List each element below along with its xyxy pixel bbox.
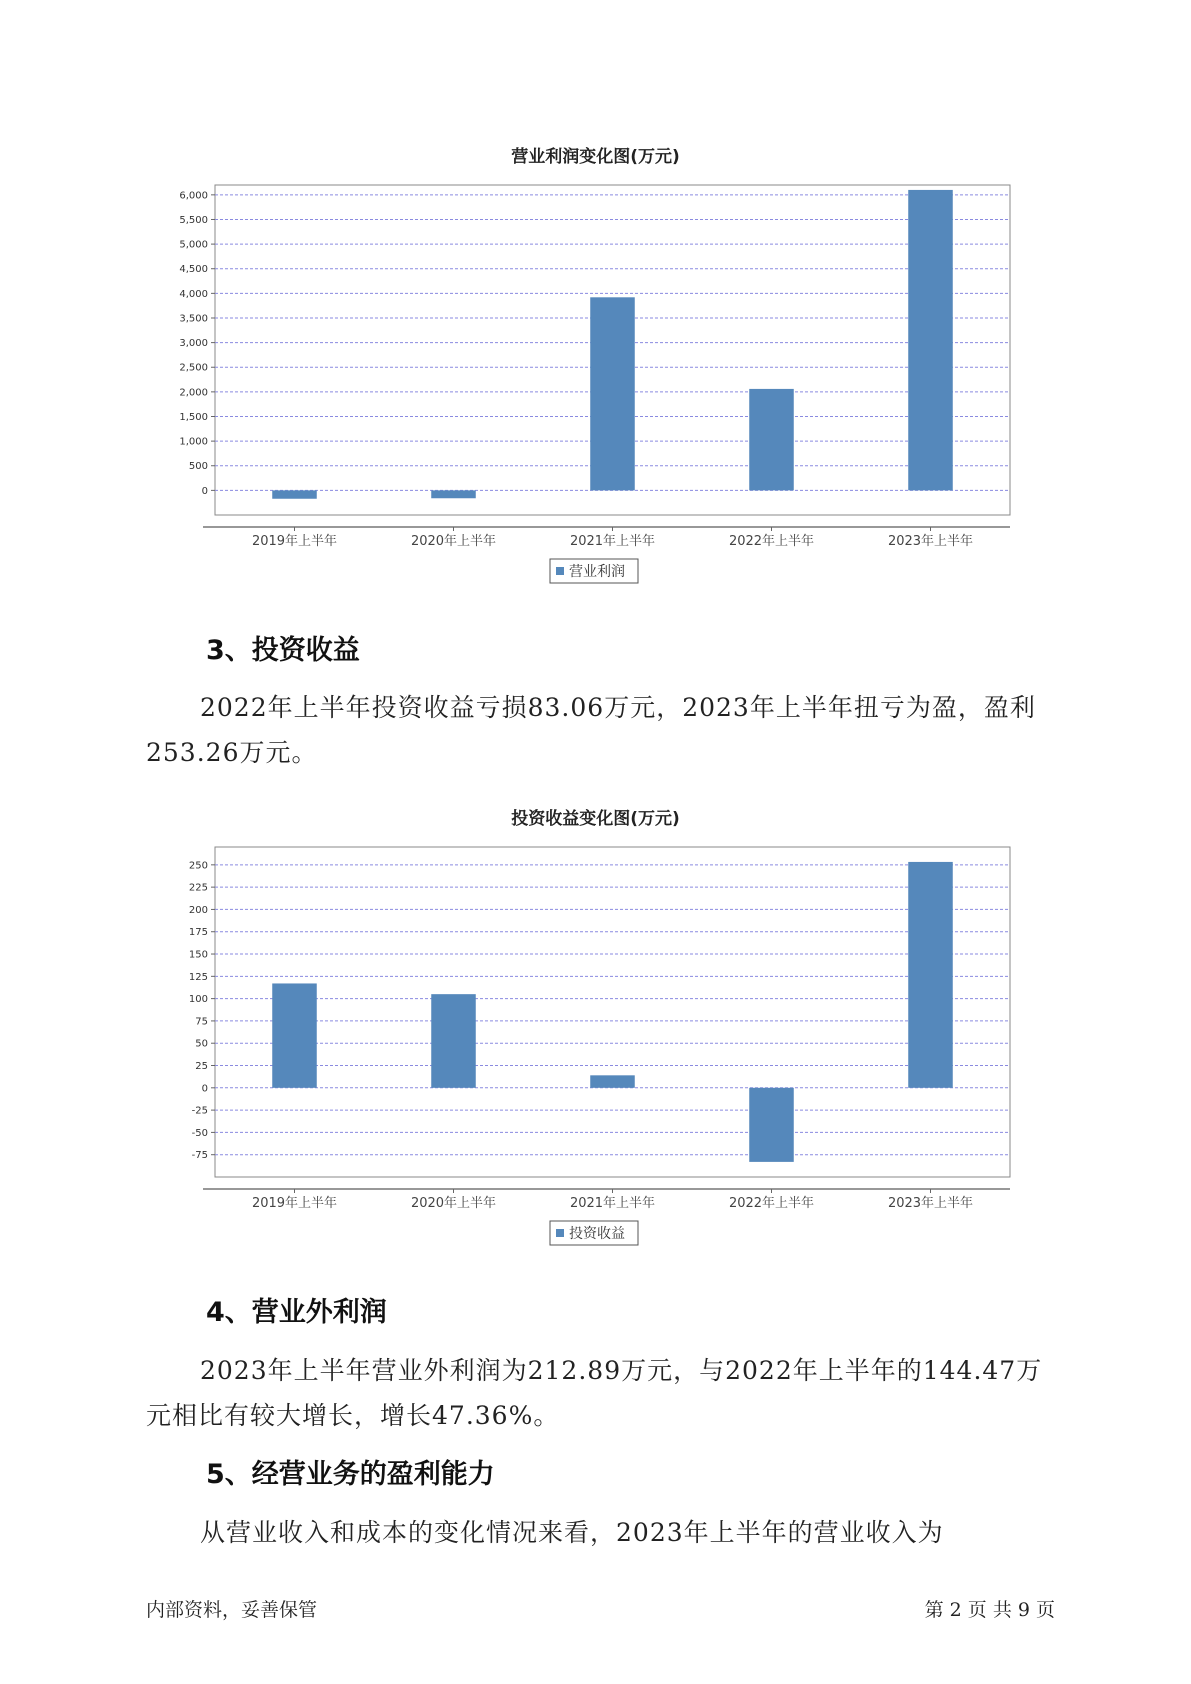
bar-2 <box>431 490 476 498</box>
y-tick-label: 3,500 <box>179 313 208 325</box>
legend-label: 投资收益 <box>569 1226 625 1242</box>
section-3-heading: 3、投资收益 <box>206 635 360 666</box>
bar-3 <box>590 1075 635 1087</box>
section-5-paragraph <box>146 1510 1066 1555</box>
y-tick-label: 100 <box>188 994 208 1006</box>
y-tick-label: 225 <box>188 882 208 894</box>
chart1-title: 营业利润变化图(万元) <box>511 147 680 167</box>
x-tick-label: 2022年上半年 <box>728 1196 815 1211</box>
y-tick-label: 0 <box>201 1083 208 1095</box>
legend-swatch <box>556 567 564 575</box>
x-tick-label: 2019年上半年 <box>251 534 338 549</box>
footer-page-number: 第 2 页 共 9 页 <box>924 1599 1055 1621</box>
y-tick-label: 500 <box>188 461 208 473</box>
x-tick-label: 2020年上半年 <box>410 534 497 549</box>
x-tick-label: 2023年上半年 <box>887 1196 974 1211</box>
y-tick-label: -75 <box>191 1150 208 1162</box>
investment-income-chart <box>160 842 1020 1262</box>
bar-1 <box>272 983 317 1087</box>
section-4-paragraph <box>146 1348 1066 1438</box>
legend-label: 营业利润 <box>569 564 625 580</box>
section-3-paragraph <box>146 685 1066 775</box>
section-3-line-1: 2022年上半年投资收益亏损83.06万元，2023年上半年扭亏为盈，盈利 <box>200 693 1036 722</box>
section-5-line-1: 从营业收入和成本的变化情况来看，2023年上半年的营业收入为 <box>200 1518 944 1547</box>
x-tick-label: 2022年上半年 <box>728 534 815 549</box>
y-tick-label: 1,000 <box>179 436 208 448</box>
footer-confidential-note: 内部资料，妥善保管 <box>146 1599 318 1621</box>
y-tick-label: 150 <box>188 949 208 961</box>
plot-area <box>215 847 1010 1177</box>
y-tick-label: 6,000 <box>179 190 208 202</box>
bar-3 <box>590 297 635 490</box>
bar-5 <box>908 862 953 1088</box>
y-tick-label: 175 <box>188 927 208 939</box>
y-tick-label: 3,000 <box>179 338 208 350</box>
x-tick-label: 2019年上半年 <box>251 1196 338 1211</box>
section-4-line-2: 元相比有较大增长，增长47.36%。 <box>146 1401 560 1430</box>
section-4-heading: 4、营业外利润 <box>206 1297 387 1328</box>
section-5-heading: 5、经营业务的盈利能力 <box>206 1459 495 1490</box>
y-tick-label: 25 <box>195 1061 208 1073</box>
y-tick-label: 0 <box>201 485 208 497</box>
bar-5 <box>908 190 953 490</box>
y-tick-label: -25 <box>191 1105 208 1117</box>
x-tick-label: 2021年上半年 <box>569 1196 656 1211</box>
y-tick-label: 125 <box>188 971 208 983</box>
y-tick-label: 50 <box>195 1038 208 1050</box>
section-3-line-2: 253.26万元。 <box>146 738 318 767</box>
bar-4 <box>749 1088 794 1162</box>
x-tick-label: 2023年上半年 <box>887 534 974 549</box>
operating-profit-chart <box>160 180 1020 600</box>
bar-4 <box>749 389 794 490</box>
section-4-line-1: 2023年上半年营业外利润为212.89万元，与2022年上半年的144.47万 <box>200 1356 1043 1385</box>
y-tick-label: 200 <box>188 904 208 916</box>
y-tick-label: 2,000 <box>179 387 208 399</box>
y-tick-label: 1,500 <box>179 411 208 423</box>
bar-2 <box>431 994 476 1088</box>
x-tick-label: 2021年上半年 <box>569 534 656 549</box>
y-tick-label: 5,500 <box>179 214 208 226</box>
y-tick-label: 4,000 <box>179 288 208 300</box>
bar-1 <box>272 490 317 498</box>
y-tick-label: 5,000 <box>179 239 208 251</box>
y-tick-label: 75 <box>195 1016 208 1028</box>
x-tick-label: 2020年上半年 <box>410 1196 497 1211</box>
y-tick-label: -50 <box>191 1127 208 1139</box>
legend-swatch <box>556 1229 564 1237</box>
y-tick-label: 4,500 <box>179 264 208 276</box>
chart2-title: 投资收益变化图(万元) <box>511 809 680 829</box>
y-tick-label: 2,500 <box>179 362 208 374</box>
y-tick-label: 250 <box>188 860 208 872</box>
